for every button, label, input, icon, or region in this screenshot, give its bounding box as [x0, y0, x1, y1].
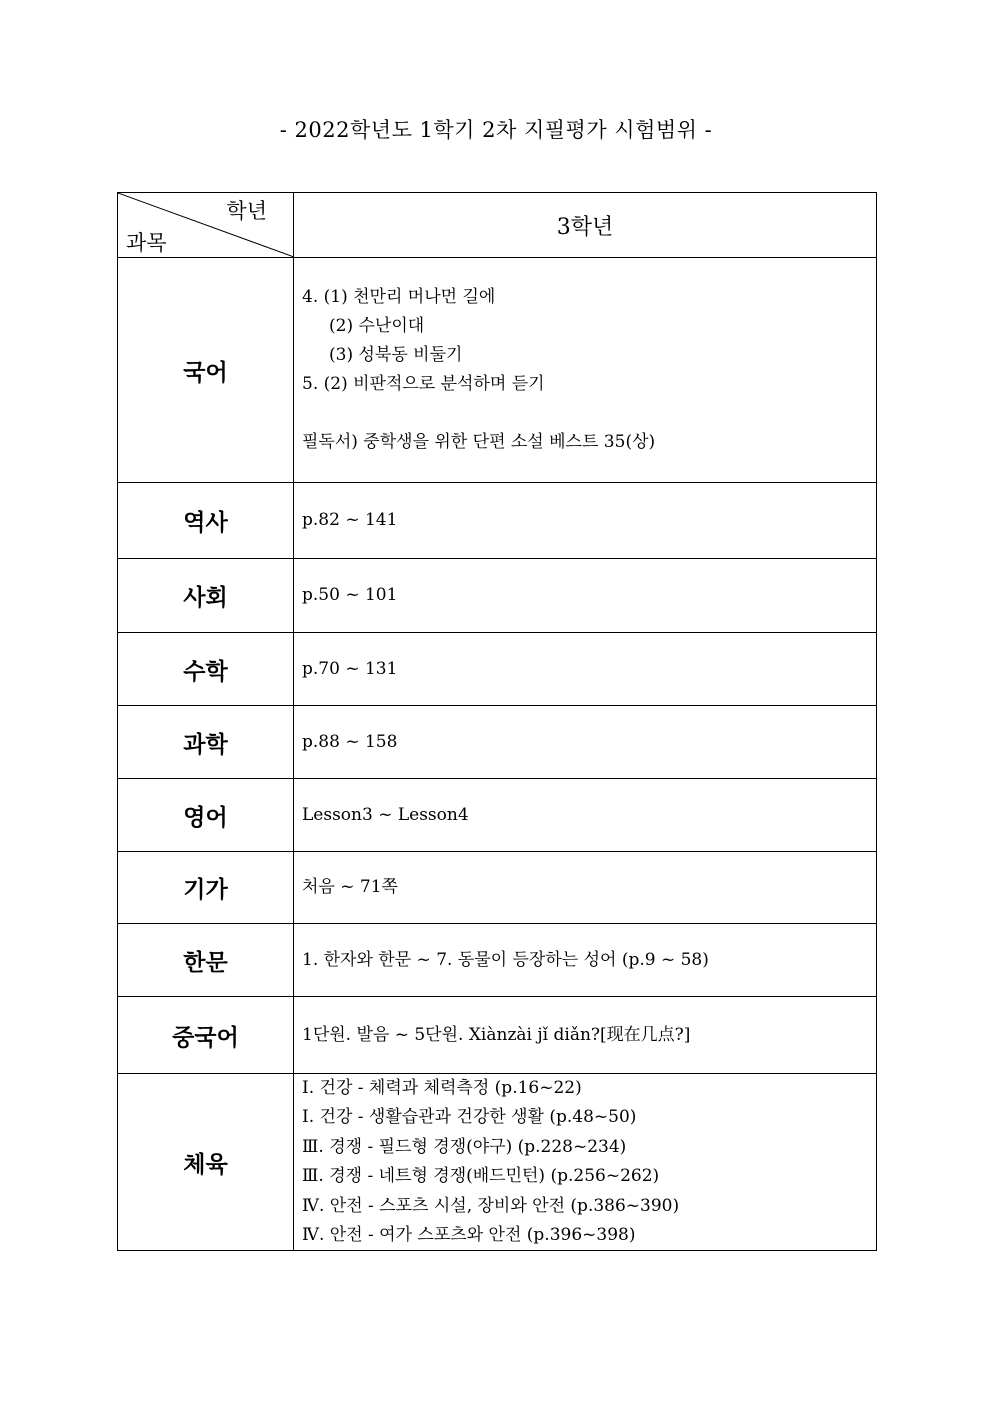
- exam-range-table: [117, 192, 877, 1251]
- range-pe: [294, 1074, 877, 1251]
- subject-math: 수학: [118, 633, 294, 706]
- table-row: [118, 779, 877, 852]
- grade-axis-label: 학년: [226, 199, 267, 223]
- range-line: (2) 수난이대: [329, 316, 425, 336]
- range-line: Ⅰ. 건강 - 체력과 체력측정 (p.16~22): [302, 1078, 582, 1098]
- table-row: [118, 483, 877, 559]
- range-line: 4. (1) 천만리 머나먼 길에: [302, 287, 496, 307]
- table-row: [118, 559, 877, 633]
- range-history: p.82 ~ 141: [294, 483, 877, 559]
- subject-tech-home: 기가: [118, 852, 294, 924]
- table-row: [118, 1074, 877, 1251]
- range-chinese: 1단원. 발음 ~ 5단원. Xiànzài jǐ diǎn?[现在几点?]: [294, 997, 877, 1074]
- table-header-row: [118, 193, 877, 258]
- range-line: Ⅳ. 안전 - 여가 스포츠와 안전 (p.396~398): [302, 1225, 636, 1246]
- range-line: Ⅳ. 안전 - 스포츠 시설, 장비와 안전 (p.386~390): [302, 1195, 680, 1216]
- subject-english: 영어: [118, 779, 294, 852]
- range-line: Ⅰ. 건강 - 생활습관과 건강한 생활 (p.48~50): [302, 1107, 637, 1128]
- subject-axis-label: 과목: [126, 231, 167, 255]
- table-row: [118, 924, 877, 997]
- subject-classical-chinese: 한문: [118, 924, 294, 997]
- range-math: p.70 ~ 131: [294, 633, 877, 706]
- document-title: - 2022학년도 1학기 2차 지필평가 시험범위 -: [279, 118, 713, 142]
- subject-pe: 체육: [118, 1074, 294, 1251]
- range-english: Lesson3 ~ Lesson4: [294, 779, 877, 852]
- range-social: p.50 ~ 101: [294, 559, 877, 633]
- table-row: [118, 997, 877, 1074]
- subject-korean: 국어: [118, 258, 294, 483]
- table-row: [118, 633, 877, 706]
- range-science: p.88 ~ 158: [294, 706, 877, 779]
- subject-social: 사회: [118, 559, 294, 633]
- subject-history: 역사: [118, 483, 294, 559]
- range-line: 필독서) 중학생을 위한 단편 소설 베스트 35(상): [302, 432, 656, 452]
- diagonal-header-cell: [118, 193, 294, 258]
- grade-header: 3학년: [294, 193, 877, 258]
- range-classical-chinese: 1. 한자와 한문 ~ 7. 동물이 등장하는 성어 (p.9 ~ 58): [294, 924, 877, 997]
- range-korean: [294, 258, 877, 483]
- subject-chinese: 중국어: [118, 997, 294, 1074]
- range-line: (3) 성북동 비둘기: [329, 345, 463, 365]
- subject-science: 과학: [118, 706, 294, 779]
- table-row: [118, 852, 877, 924]
- range-line: Ⅲ. 경쟁 - 네트형 경쟁(배드민턴) (p.256~262): [302, 1166, 660, 1187]
- table-row: [118, 706, 877, 779]
- range-line: Ⅲ. 경쟁 - 필드형 경쟁(야구) (p.228~234): [302, 1136, 627, 1157]
- range-tech-home: 처음 ~ 71쪽: [294, 852, 877, 924]
- range-line: 5. (2) 비판적으로 분석하며 듣기: [302, 374, 545, 394]
- table-row: [118, 258, 877, 483]
